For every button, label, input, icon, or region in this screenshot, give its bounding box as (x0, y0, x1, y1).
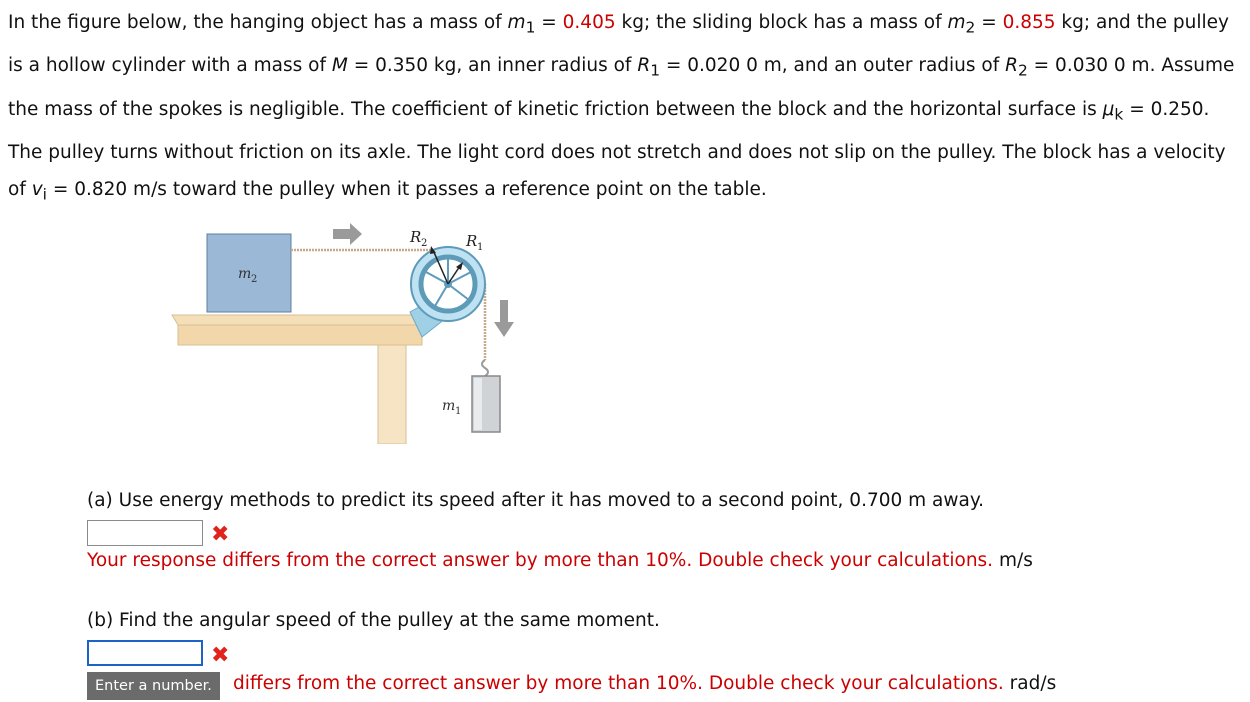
table-leg (378, 345, 406, 444)
part-a-unit: m/s (998, 550, 1033, 571)
part-a-answer-input[interactable] (87, 520, 203, 546)
label-r2: R (410, 228, 422, 246)
part-b-incorrect-icon: ✖ (211, 643, 230, 668)
table-edge (178, 325, 422, 345)
part-b-unit: rad/s (1009, 673, 1057, 694)
label-r1-sub: 1 (477, 242, 484, 253)
m1-value: 0.405 (562, 12, 616, 33)
pulley-figure (160, 212, 540, 444)
part-b-answer-input[interactable] (87, 640, 203, 666)
direction-arrow-down (494, 300, 514, 337)
label-m2-sub: 2 (251, 274, 258, 285)
m2-value: 0.855 (1002, 12, 1056, 33)
label-r2-sub: 2 (421, 238, 428, 249)
label-m1-sub: 1 (455, 406, 462, 417)
label-m1: m (442, 398, 456, 414)
label-m2: m (238, 266, 252, 282)
part-a-incorrect-icon: ✖ (211, 522, 230, 547)
part-a-feedback: Your response differs from the correct answer by more than 10%. Double check your calculations. m/s (87, 550, 1033, 571)
label-r1: R (466, 232, 478, 250)
enter-number-tooltip: Enter a number. (87, 672, 220, 700)
part-b-question: (b) Find the angular speed of the pulley at the same moment. (87, 610, 660, 631)
part-b-feedback: differs from the correct answer by more than 10%. Double check your calculations. rad/s (233, 673, 1057, 694)
part-a-question: (a) Use energy methods to predict its speed after it has moved to a second point, 0.700 m away. (87, 490, 985, 511)
problem-statement: In the figure below, the hanging object has a mass of $m_1 = 0.405$ kg; the sliding block has a mass of $m_2 = 0.855$ kg; and the pulley is a hollow cylinder with a mass of M = 0.350 kg, an inner radius of $R_1 = 0.020$ 0 m, and an outer radius of $R_2 = 0.030$ 0 m. Assume the mass of the spokes is negligible. The coefficient of kinetic friction between the block and the horizontal surface is $\mu_k = 0.250$. The pulley turns without friction on its axle. The light cord does not stretch and does not slip on the pulley. The block has a velocity of $v_i = 0.820$ m/s toward the pulley when it passes a reference point on the table. (8, 12, 1235, 205)
direction-arrow-right (333, 223, 362, 245)
hook (482, 360, 488, 376)
table-top (172, 315, 430, 325)
